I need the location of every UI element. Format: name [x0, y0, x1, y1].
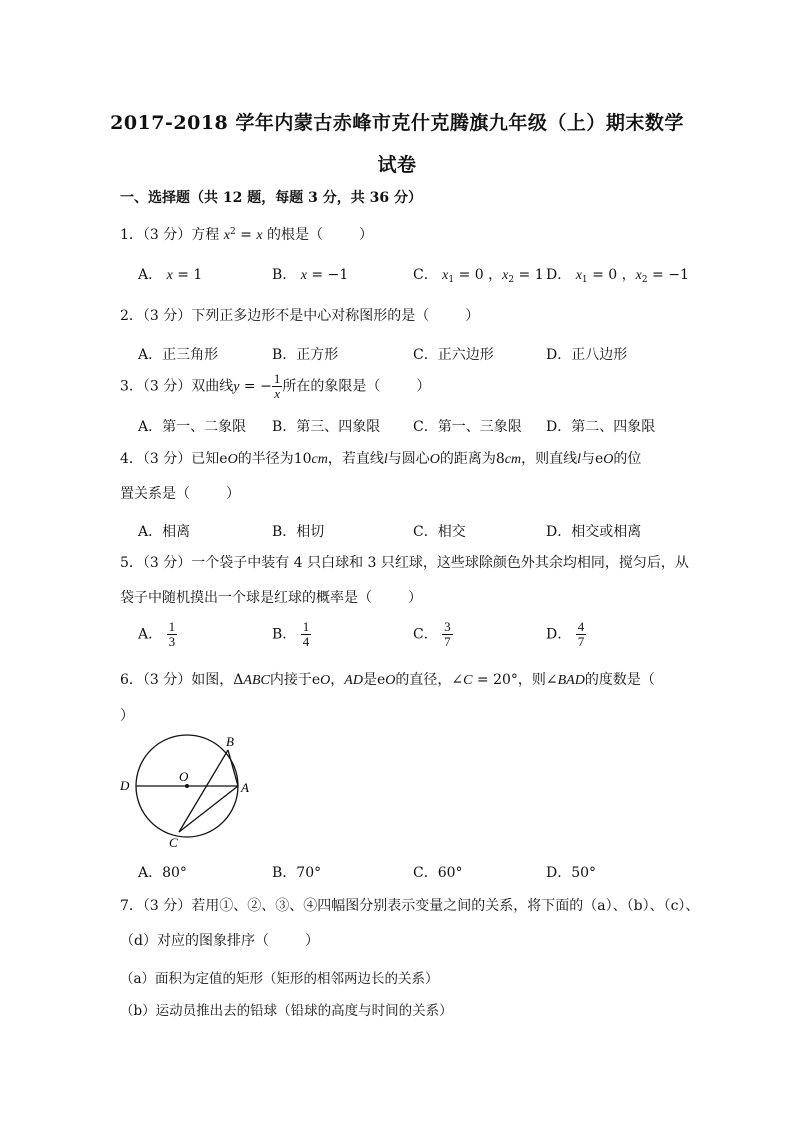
- chord-ab: [228, 750, 238, 786]
- label-c: C: [169, 835, 178, 850]
- label-b: B: [226, 734, 234, 749]
- q4-option-d[interactable]: D．相交或相离: [546, 524, 642, 540]
- label-o: O: [179, 769, 189, 784]
- q2-option-a[interactable]: A．正三角形: [138, 347, 219, 363]
- question-1: 1．（3 分）方程 $x^2 = x$ 的根是（ ）: [120, 227, 373, 243]
- label-a: A: [241, 780, 249, 795]
- q3-option-c[interactable]: C．第一、三象限: [413, 419, 522, 435]
- chord-ca: [179, 786, 238, 832]
- q3-fraction: $\frac{1}{x}$: [273, 371, 281, 401]
- q7-item-a: （a）面积为定值的矩形（矩形的相邻两边长的关系）: [120, 971, 439, 987]
- question-6: 6．（3 分）如图，ΔABC内接于eO，AD是eO的直径，∠C = 20°，则∠BAD的度数是（: [120, 672, 655, 688]
- question-5-line2: 袋子中随机摸出一个球是红球的概率是（ ）: [120, 590, 422, 606]
- q5-option-b[interactable]: B． $\frac{1}{4}$: [272, 619, 310, 649]
- q5-option-d[interactable]: D． $\frac{4}{7}$: [546, 619, 585, 649]
- q2-option-d[interactable]: D．正八边形: [546, 347, 628, 363]
- q1-option-b[interactable]: B． x = −1: [272, 267, 349, 283]
- q3-option-d[interactable]: D．第二、四象限: [546, 419, 656, 435]
- question-3: 3．（3 分）双曲线y = − $\frac{1}{x}$ 所在的象限是（ ）: [120, 371, 431, 401]
- chord-bc: [179, 750, 228, 832]
- q1-prefix: 1．（3 分）方程: [120, 227, 220, 243]
- label-d: D: [120, 778, 130, 793]
- q2-option-c[interactable]: C．正六边形: [413, 347, 494, 363]
- q4-option-b[interactable]: B．相切: [272, 524, 325, 540]
- q6-option-c[interactable]: C．60°: [413, 865, 463, 881]
- section-heading: 一、选择题（共 12 题，每题 3 分，共 36 分）: [120, 190, 422, 206]
- q7-item-b: （b）运动员推出去的铅球（铅球的高度与时间的关系）: [120, 1003, 453, 1019]
- question-7: 7．（3 分）若用①、②、③、④四幅图分别表示变量之间的关系，将下面的（a）、（b）、（c）、: [120, 898, 700, 914]
- question-5: 5．（3 分）一个袋子中装有 4 只白球和 3 只红球，这些球除颜色外其余均相同，搅匀后，从: [120, 555, 689, 571]
- q4-option-c[interactable]: C．相交: [413, 524, 466, 540]
- exam-title-line2: 试卷: [377, 154, 417, 176]
- exam-title-line1: 2017-2018 学年内蒙古赤峰市克什克腾旗九年级（上）期末数学: [110, 112, 684, 134]
- q6-option-d[interactable]: D．50°: [546, 865, 597, 881]
- q1-suffix: 的根是（: [266, 227, 323, 243]
- q1-option-a[interactable]: A． x = 1: [138, 267, 203, 283]
- center-point: [185, 784, 189, 788]
- question-7-line2: （d）对应的图象排序（ ）: [120, 933, 319, 949]
- question-2: 2．（3 分）下列正多边形不是中心对称图形的是（ ）: [120, 308, 480, 324]
- q6-option-b[interactable]: B．70°: [272, 865, 322, 881]
- q3-option-a[interactable]: A．第一、二象限: [138, 419, 247, 435]
- q6-option-a[interactable]: A．80°: [138, 865, 187, 881]
- question-6-line2: ）: [120, 708, 134, 724]
- q5-option-c[interactable]: C． $\frac{3}{7}$: [413, 619, 451, 649]
- circle-diagram: [112, 730, 262, 850]
- q3-option-b[interactable]: B．第三、四象限: [272, 419, 381, 435]
- q5-option-a[interactable]: A． $\frac{1}{3}$: [138, 619, 176, 649]
- q2-option-b[interactable]: B．正方形: [272, 347, 339, 363]
- q4-option-a[interactable]: A．相离: [138, 524, 191, 540]
- question-4-line2: 置关系是（ ）: [120, 486, 240, 502]
- q1-option-d[interactable]: D． $x_1 = 0$ ，$x_2 = -1$: [546, 267, 689, 285]
- question-4: 4．（3 分）已知eO的半径为10cm，若直线l与圆心O的距离为8cm，则直线l与eO的位: [120, 451, 642, 467]
- q1-option-c[interactable]: C． $x_1 = 0$ ，$x_2 = 1$: [413, 267, 544, 285]
